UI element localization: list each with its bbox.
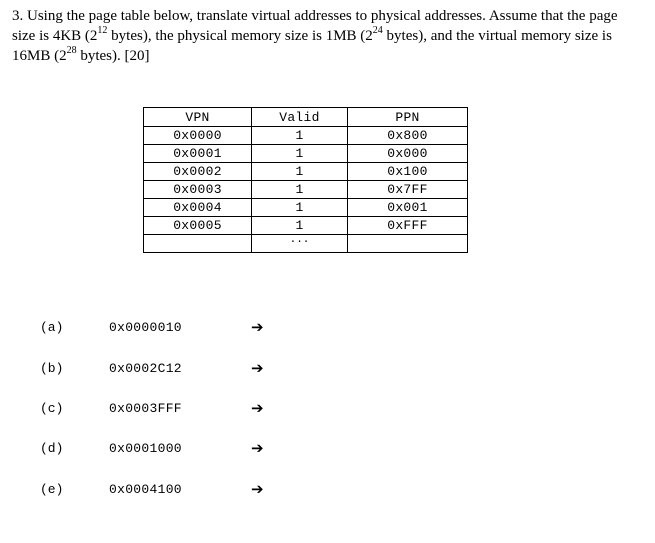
vpn-cell: 0x0005 xyxy=(144,217,252,235)
ppn-cell-empty xyxy=(348,235,468,253)
arrow-right-icon: ➔ xyxy=(251,439,264,457)
arrow-right-icon: ➔ xyxy=(251,318,264,336)
table-row-ellipsis xyxy=(144,235,468,253)
vpn-cell: 0x0001 xyxy=(144,145,252,163)
table-row xyxy=(144,199,468,217)
virtual-address: 0x0000010 xyxy=(109,320,182,335)
part-label: (c) xyxy=(40,401,64,416)
part-label: (d) xyxy=(40,441,64,456)
virtual-address: 0x0002C12 xyxy=(109,361,182,376)
question-number: 3. xyxy=(12,8,24,24)
ppn-cell: 0x800 xyxy=(348,127,468,145)
virtual-address: 0x0003FFF xyxy=(109,401,182,416)
ppn-cell: 0xFFF xyxy=(348,217,468,235)
vpn-cell: 0x0000 xyxy=(144,127,252,145)
vpn-cell: 0x0002 xyxy=(144,163,252,181)
vpn-cell: 0x0003 xyxy=(144,181,252,199)
ppn-cell: 0x7FF xyxy=(348,181,468,199)
page-table xyxy=(143,107,468,253)
table-header-row xyxy=(144,108,468,127)
table-row xyxy=(144,217,468,235)
ppn-cell: 0x001 xyxy=(348,199,468,217)
page-size-exponent: 12 xyxy=(97,25,108,36)
question-text xyxy=(12,6,642,66)
valid-cell: 1 xyxy=(252,145,348,163)
question-text-1: Using the page table below, translate virtual addresses to physical addresses. Assume that the page size is 4KB (2 xyxy=(12,8,618,44)
header-valid: Valid xyxy=(252,108,348,127)
valid-cell: 1 xyxy=(252,181,348,199)
table-row xyxy=(144,163,468,181)
part-label: (b) xyxy=(40,361,64,376)
arrow-right-icon: ➔ xyxy=(251,359,264,377)
valid-cell: 1 xyxy=(252,217,348,235)
valid-cell: 1 xyxy=(252,127,348,145)
table-row xyxy=(144,181,468,199)
ppn-cell: 0x000 xyxy=(348,145,468,163)
physical-memory-exponent: 24 xyxy=(372,25,383,36)
valid-cell: 1 xyxy=(252,163,348,181)
header-ppn: PPN xyxy=(348,108,468,127)
vpn-cell: 0x0004 xyxy=(144,199,252,217)
valid-cell: 1 xyxy=(252,199,348,217)
part-label: (a) xyxy=(40,320,64,335)
part-label: (e) xyxy=(40,482,64,497)
virtual-address: 0x0001000 xyxy=(109,441,182,456)
arrow-right-icon: ➔ xyxy=(251,480,264,498)
virtual-memory-exponent: 28 xyxy=(66,45,77,56)
table-row xyxy=(144,127,468,145)
arrow-right-icon: ➔ xyxy=(251,399,264,417)
ppn-cell: 0x100 xyxy=(348,163,468,181)
question-text-4: bytes). [20] xyxy=(76,48,150,64)
question-text-3: bytes), and the virtual memory size is 16MB (2 xyxy=(12,28,612,64)
ellipsis-cell: ... xyxy=(252,235,348,253)
table-row xyxy=(144,145,468,163)
virtual-address: 0x0004100 xyxy=(109,482,182,497)
header-vpn: VPN xyxy=(144,108,252,127)
vpn-cell-empty xyxy=(144,235,252,253)
question-text-2: bytes), the physical memory size is 1MB (2 xyxy=(107,28,373,44)
